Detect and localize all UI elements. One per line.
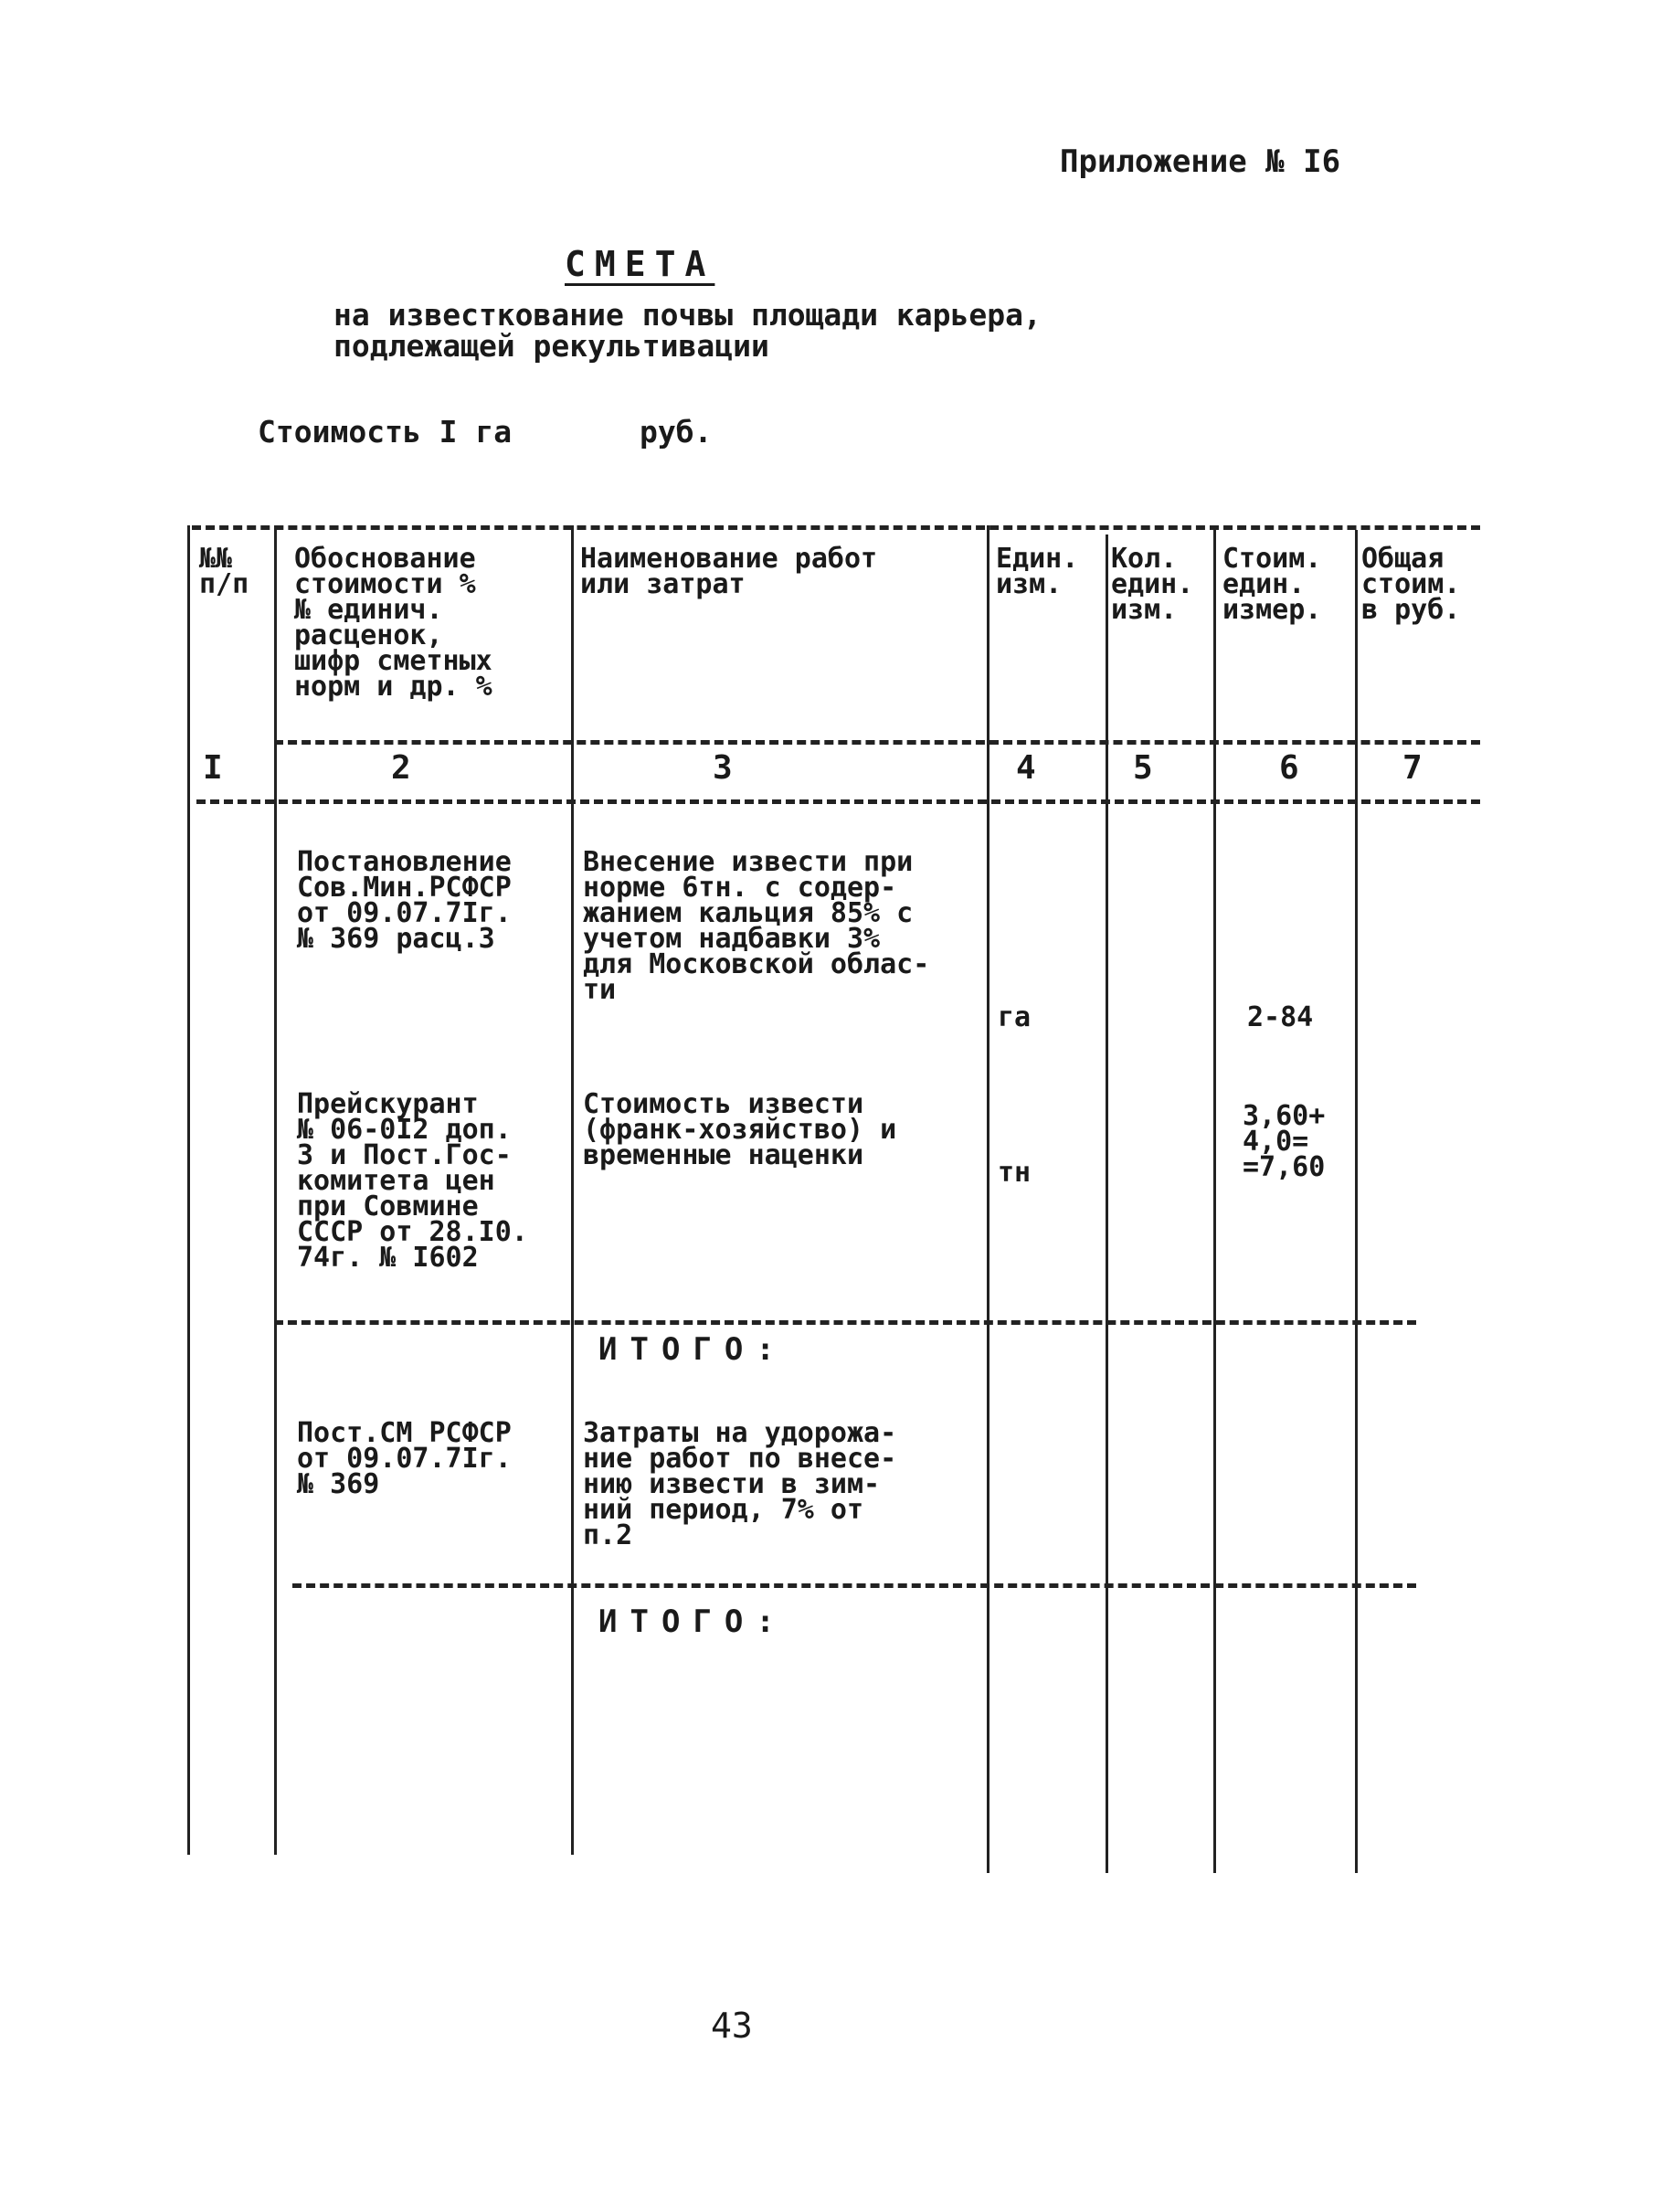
cost-per-hectare-label: Стоимость I га	[258, 414, 513, 450]
table-vline-1	[274, 525, 277, 1855]
row2-unit-price: 3,60+ 4,0= =7,60	[1243, 1100, 1326, 1183]
colnum-6: 6	[1279, 749, 1299, 787]
total2-label: ИТОГО:	[598, 1603, 788, 1640]
row1-work-name: Внесение извести при норме 6тн. с содер- жанием кальция 85% с учетом надбавки 3% для Московской облас- ти	[583, 846, 930, 1006]
total1-label: ИТОГО:	[598, 1331, 788, 1368]
row1-basis: Постановление Сов.Мин.РСФСР от 09.07.7Iг. № 369 расц.3	[297, 846, 512, 955]
table-vline-3	[987, 525, 989, 1873]
document-subtitle-line1: на известкование почвы площади карьера,	[333, 297, 1042, 333]
table-top-border	[192, 525, 1480, 530]
header-work-name: Наименование работ или затрат	[580, 543, 878, 600]
row3-basis: Пост.СМ РСФСР от 09.07.7Iг. № 369	[297, 1417, 512, 1500]
row2-basis: Прейскурант № 06-0I2 доп. 3 и Пост.Гос- комитета цен при Совмине СССР от 28.I0. 74г. № I602	[297, 1088, 528, 1274]
table-vline-5	[1213, 530, 1216, 1873]
header-number: №№ п/п	[199, 543, 249, 600]
table-vline-4	[1106, 534, 1108, 1873]
row1-unit-price: 2-84	[1247, 1001, 1314, 1033]
row3-work-name: Затраты на удорожа- ние работ по внесе- нию извести в зим- ний период, 7% от п.2	[583, 1417, 897, 1551]
colnum-bottom-border	[196, 799, 1480, 804]
header-unit-price: Стоим. един. измер.	[1222, 543, 1322, 626]
colnum-7: 7	[1402, 749, 1423, 787]
row1-unit: га	[998, 1001, 1032, 1033]
table-vline-6	[1355, 530, 1358, 1873]
header-bottom-border	[274, 740, 1480, 745]
appendix-label: Приложение № I6	[1060, 143, 1341, 180]
colnum-2: 2	[391, 749, 411, 787]
cost-unit: руб.	[640, 414, 713, 450]
colnum-3: 3	[713, 749, 733, 787]
colnum-4: 4	[1016, 749, 1036, 787]
header-quantity: Кол. един. изм.	[1111, 543, 1194, 626]
document-subtitle-line2: подлежащей рекультивации	[333, 328, 769, 364]
row2-unit: тн	[998, 1157, 1032, 1189]
table-vline-2	[571, 525, 574, 1855]
colnum-1: I	[203, 749, 223, 787]
document-title: СМЕТА	[565, 244, 715, 284]
row2-work-name: Стоимость извести (франк-хозяйство) и временные наценки	[583, 1088, 897, 1171]
page-number: 43	[711, 2006, 753, 2046]
header-unit: Един. изм.	[996, 543, 1079, 600]
header-basis: Обоснование стоимости % № единич. расценок, шифр сметных норм и др. %	[294, 543, 492, 703]
total1-top-border	[274, 1320, 1416, 1325]
header-total: Общая стоим. в руб.	[1361, 543, 1461, 626]
colnum-5: 5	[1133, 749, 1153, 787]
table-vline-left	[187, 525, 190, 1855]
total2-top-border	[292, 1583, 1416, 1588]
